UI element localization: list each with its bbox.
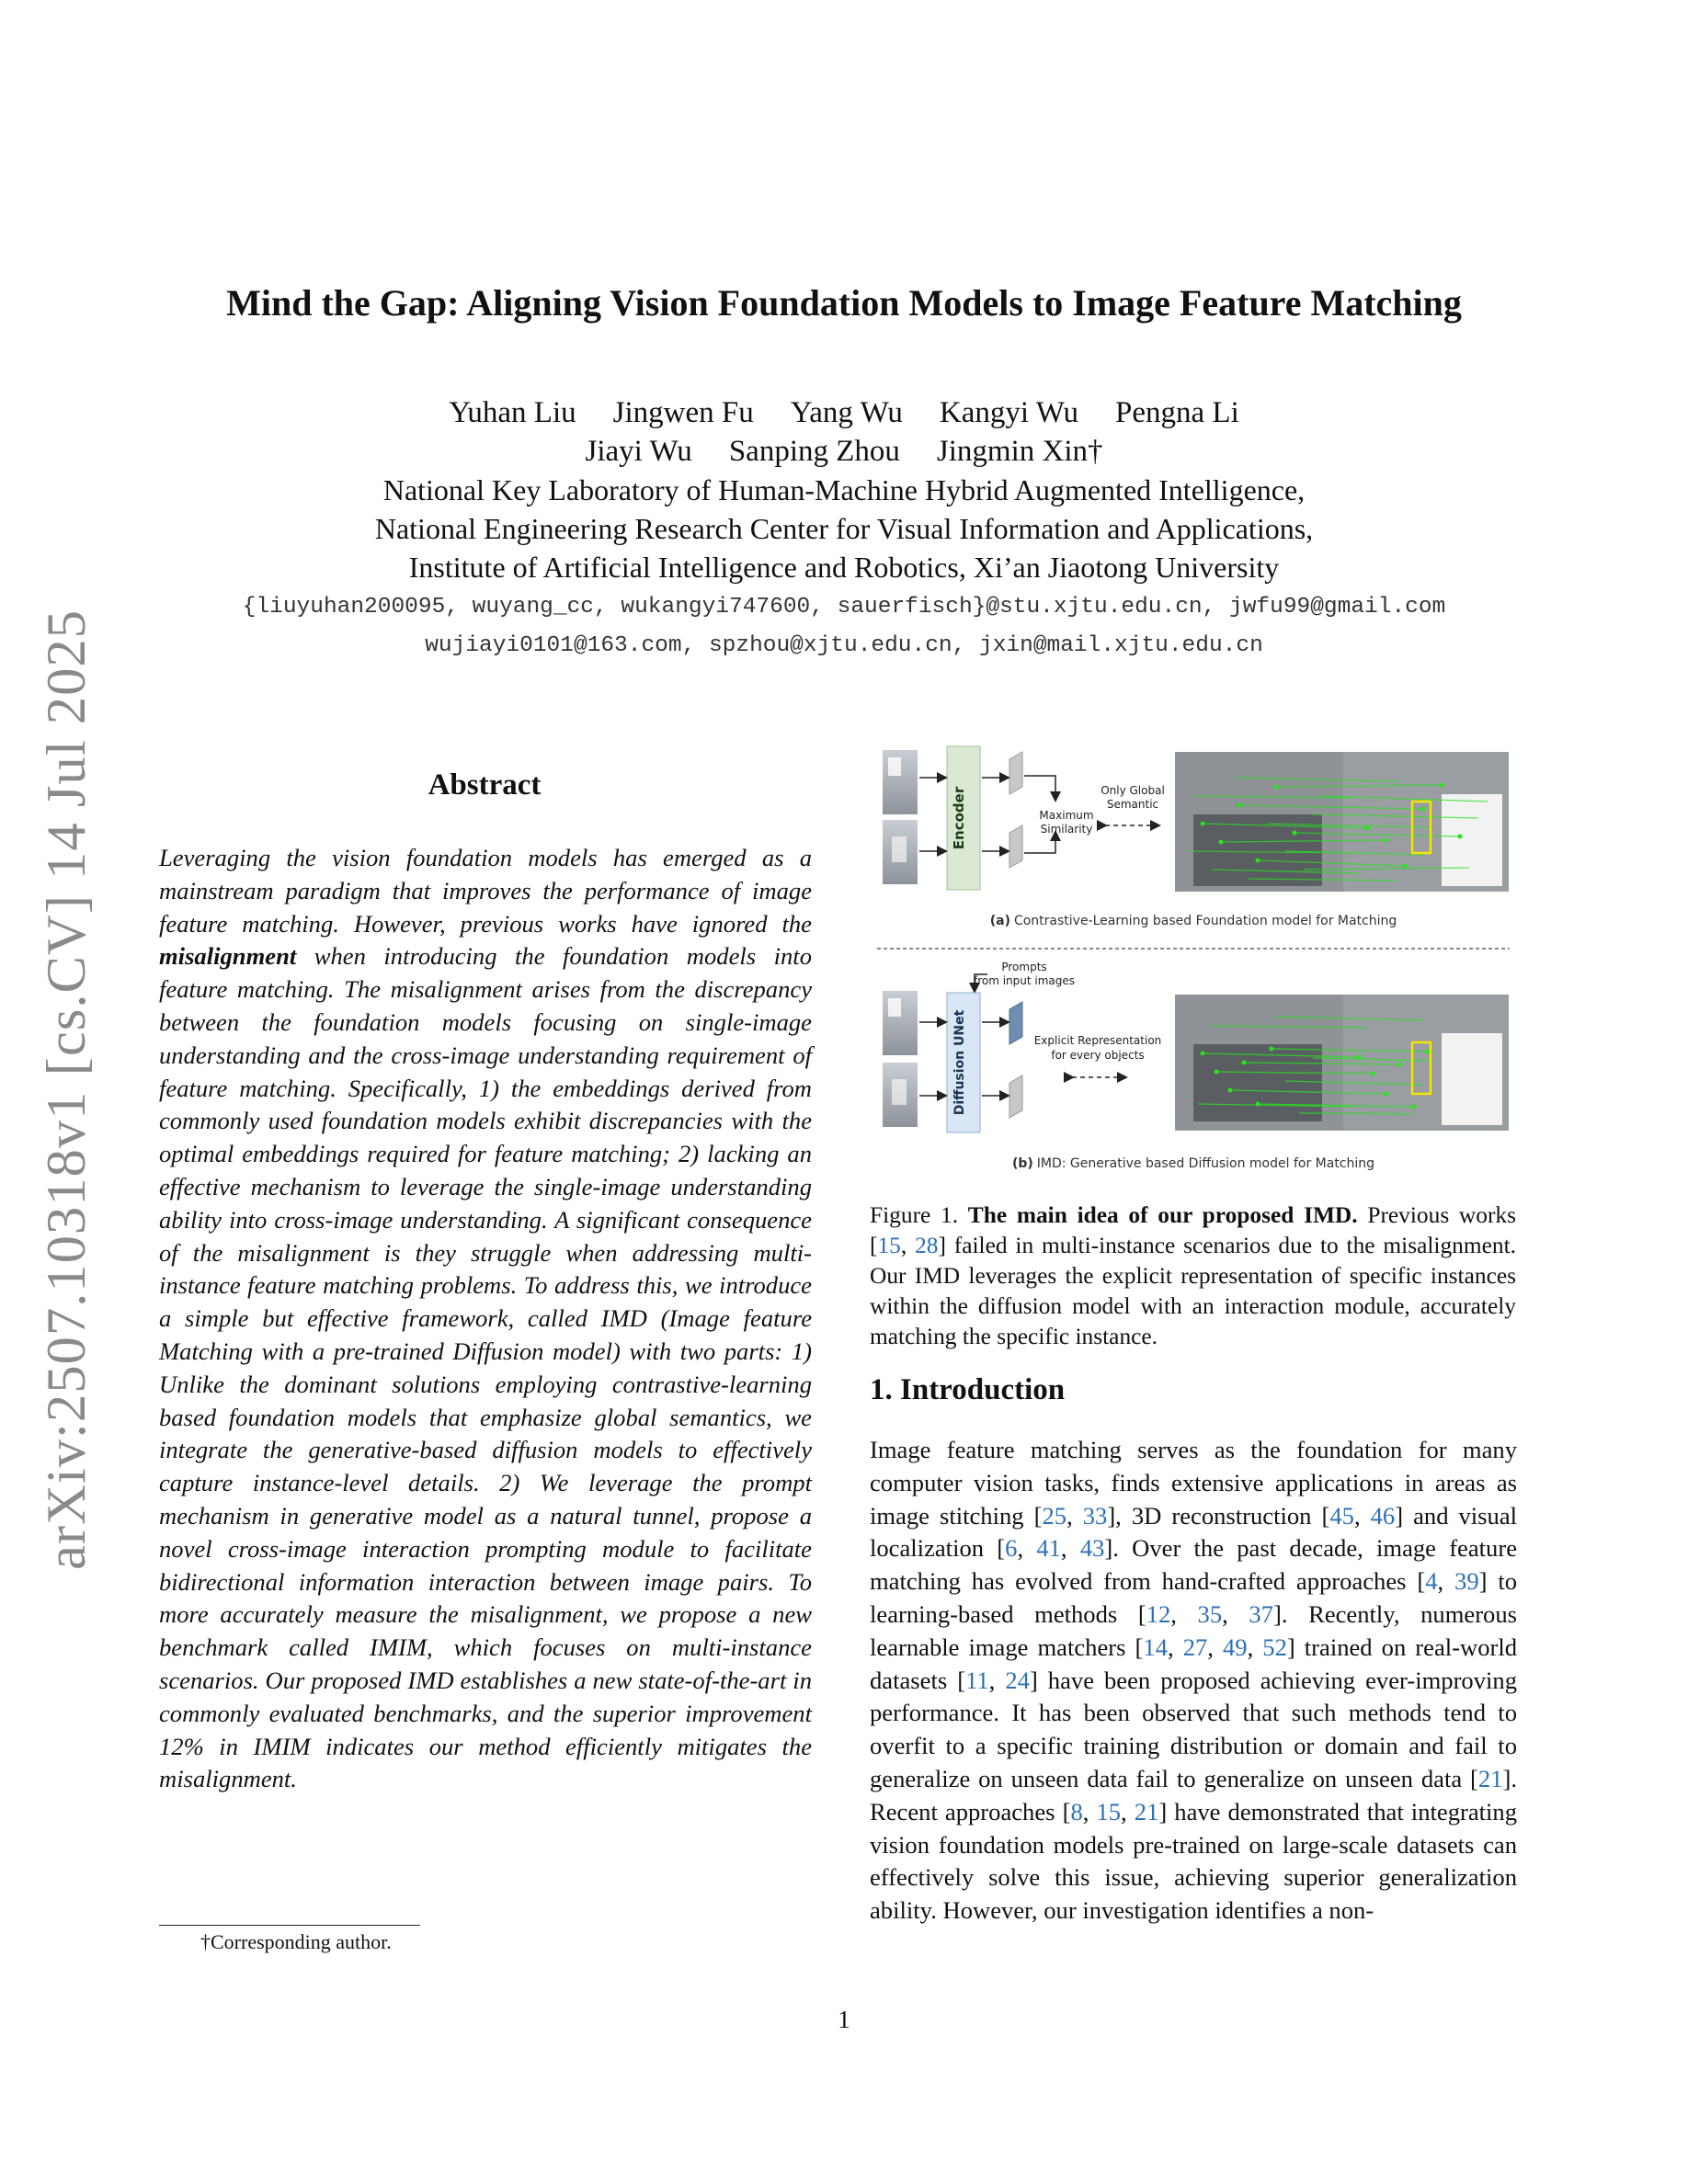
panel-b-caption-text: IMD: Generative based Diffusion model for Matching	[1036, 1156, 1375, 1171]
paper-title: Mind the Gap: Aligning Vision Foundation Models to Image Feature Matching	[226, 282, 1462, 324]
citation-link[interactable]: 27	[1182, 1632, 1208, 1661]
author-name: Pengna Li	[1115, 396, 1239, 429]
intro-text: ] have demonstrated that integrating vision foundation models pre-trained on large-scale datasets can effectively solve this issue, achieving superior generalization ability. However, our investigation identifies a non-	[870, 1797, 1518, 1925]
figure-1-diagram	[872, 741, 1515, 1189]
citation-link[interactable]: 15	[877, 1233, 901, 1258]
abstract-text-post: when introducing the foundation models into feature matching. The misalignment arises from the discrepancy between the foundation models focusing on single-image understanding and the cross-image understanding requirement of feature matching. Specifically, 1) the embeddings derived from commonly used foundation models exhibit discrepancies with the optimal embeddings required for feature matching; 2) lacking an effective mechanism to leverage the single-image understanding ability into cross-image understanding. A significant consequence of the misalignment is they struggle when addressing multi-instance feature matching problems. To address this, we introduce a simple but effective framework, called IMD (Image feature Matching with a pre-trained Diffusion model) with two parts: 1) Unlike the dominant solutions employing contrastive-learning based foundation models that emphasize global semantics, we integrate the generative-based diffusion models to effectively capture instance-level details. 2) We leverage the prompt mechanism in generative model as a natural tunnel, propose a novel cross-image interaction prompting module to facilitate bidirectional information interaction between image pairs. To more accurately measure the misalignment, we propose a new benchmark called IMIM, which focuses on multi-instance scenarios. Our proposed IMD establishes a new state-of-the-art in commonly evaluated benchmarks, and the superior improvement 12% in IMIM indicates our method efficiently mitigates the misalignment.	[159, 942, 812, 1793]
match-visualization-b	[1175, 995, 1509, 1131]
citation-link[interactable]: 21	[1134, 1797, 1159, 1826]
feature-map-a2	[1009, 825, 1022, 868]
citation-link[interactable]: 25	[1042, 1501, 1067, 1530]
similarity-label-2: Similarity	[1040, 823, 1093, 836]
figure-panel-a	[883, 746, 1509, 928]
feature-map-b2	[1009, 1075, 1022, 1118]
figure-panel-b	[883, 961, 1509, 1171]
intro-text: ,	[1060, 1534, 1080, 1563]
citation-link[interactable]: 52	[1262, 1632, 1287, 1661]
affiliation-1: National Key Laboratory of Human-Machine Hybrid Augmented Intelligence,	[382, 473, 1306, 506]
author-name: Yuhan Liu	[449, 396, 576, 429]
citation-link[interactable]: 45	[1329, 1501, 1354, 1530]
semantic-label-2: Semantic	[1106, 798, 1159, 811]
introduction-body	[870, 1434, 1517, 1928]
section-heading-introduction: 1. Introduction	[870, 1373, 1066, 1406]
affiliation-3: Institute of Artificial Intelligence and Robotics, Xi’an Jiaotong University	[408, 551, 1280, 584]
figure-caption-text: ,	[900, 1233, 916, 1258]
citation-link[interactable]: 24	[1005, 1666, 1030, 1694]
explicit-label-1: Explicit Representation	[1033, 1034, 1162, 1047]
figure-caption-bold: The main idea of our proposed IMD.	[967, 1202, 1358, 1228]
abstract-text-pre: Leveraging the vision foundation models has emerged as a mainstream paradigm that improves the performance of image feature matching. However, previous works have ignored the	[159, 844, 812, 938]
encoder-label: Encoder	[951, 786, 967, 850]
abstract-heading: Abstract	[428, 768, 542, 802]
panel-a-caption-letter: (a)	[989, 914, 1010, 928]
email-line-2: wujiayi0101@163.com, spzhou@xjtu.edu.cn, jxin@mail.xjtu.edu.cn	[425, 633, 1263, 658]
citation-link[interactable]: 12	[1146, 1599, 1171, 1628]
author-name: Jingwen Fu	[612, 396, 754, 429]
feature-map-b1	[1009, 1002, 1022, 1044]
author-name: Kangyi Wu	[939, 396, 1079, 429]
intro-text: ] have been proposed achieving ever-improving performance. It has been observed that such methods tend to overfit to a specific training distribution or domain and fail to generalize on unseen data fail to generalize on unseen data [	[870, 1666, 1518, 1792]
arxiv-stamp	[26, 607, 99, 1572]
author-name: Jiayi Wu	[585, 435, 692, 468]
abstract-body	[159, 842, 812, 1796]
footnote-divider	[159, 1925, 420, 1926]
panel-a-caption-text: Contrastive-Learning based Foundation model for Matching	[1013, 914, 1397, 928]
figure-caption-text: ] failed in multi-instance scenarios due to the misalignment. Our IMD leverages the explicit representation of specific instances within the diffusion model with an interaction module, accurately matching the specific instance.	[870, 1233, 1516, 1349]
panel-b-caption	[1012, 1156, 1374, 1171]
match-visualization-a	[1175, 752, 1509, 892]
feature-map-a1	[1009, 752, 1022, 794]
intro-text: ]. Over the past decade, image feature matching has evolved from hand-crafted approaches [	[870, 1534, 1518, 1596]
panel-b-caption-letter: (b)	[1011, 1156, 1033, 1171]
figure-caption	[870, 1200, 1516, 1352]
intro-text: ,	[1207, 1632, 1223, 1661]
citation-link[interactable]: 28	[915, 1233, 939, 1258]
explicit-label-2: for every objects	[1051, 1049, 1145, 1062]
authors-line-2	[0, 432, 1688, 471]
intro-text: Image feature matching serves as the foundation for many computer vision tasks, finds extensive applications in areas as image stitching [	[870, 1436, 1517, 1530]
intro-text: ,	[1167, 1632, 1183, 1661]
intro-text: ,	[1247, 1632, 1263, 1661]
intro-text: ,	[988, 1666, 1006, 1694]
prompts-label-1: Prompts	[1001, 961, 1047, 973]
citation-link[interactable]: 6	[1005, 1534, 1018, 1563]
citation-link[interactable]: 11	[965, 1666, 989, 1694]
intro-text: ,	[1066, 1501, 1083, 1530]
author-name: Yang Wu	[790, 396, 903, 429]
intro-text: ,	[1121, 1797, 1135, 1826]
citation-link[interactable]: 49	[1222, 1632, 1248, 1661]
similarity-label-1: Maximum	[1039, 809, 1094, 822]
intro-text: ,	[1082, 1797, 1097, 1826]
citation-link[interactable]: 43	[1079, 1534, 1105, 1563]
abstract-text-bold: misalignment	[159, 942, 297, 971]
footnote: †Corresponding author.	[200, 1930, 392, 1953]
page-number: 1	[838, 2006, 850, 2033]
citation-link[interactable]: 39	[1454, 1567, 1479, 1596]
citation-link[interactable]: 8	[1070, 1797, 1083, 1826]
intro-text: ]. Recently, numerous learnable image matchers [	[870, 1599, 1518, 1661]
prompts-label-2: from input images	[973, 974, 1076, 987]
citation-link[interactable]: 37	[1249, 1599, 1273, 1628]
citation-link[interactable]: 46	[1370, 1501, 1396, 1530]
diffusion-unet-label: Diffusion UNet	[952, 1009, 967, 1116]
citation-link[interactable]: 4	[1425, 1567, 1438, 1596]
intro-text: ,	[1170, 1599, 1198, 1628]
citation-link[interactable]: 33	[1082, 1501, 1108, 1530]
affiliation-2: National Engineering Research Center for Visual Information and Applications,	[374, 512, 1314, 545]
citation-link[interactable]: 21	[1477, 1764, 1503, 1792]
intro-text: ] trained on real-world datasets [	[870, 1632, 1518, 1694]
figure-1	[872, 741, 1515, 1189]
panel-a-caption	[990, 914, 1397, 928]
arxiv-stamp-text: arXiv:2507.10318v1 [cs.CV] 14 Jul 2025	[36, 619, 97, 1570]
intro-text: ] and visual localization [	[870, 1501, 1518, 1563]
citation-link[interactable]: 41	[1036, 1534, 1061, 1563]
intro-text: ] to learning-based methods [	[870, 1567, 1518, 1628]
intro-text: ], 3D reconstruction [	[1107, 1501, 1330, 1530]
semantic-label-1: Only Global	[1101, 784, 1165, 797]
figure-caption-text: Previous works [	[870, 1202, 1516, 1258]
intro-text: ,	[1353, 1501, 1371, 1530]
intro-text: ,	[1437, 1567, 1455, 1596]
intro-text: ,	[1017, 1534, 1037, 1563]
citation-link[interactable]: 14	[1143, 1632, 1168, 1661]
citation-link[interactable]: 35	[1197, 1599, 1223, 1628]
author-name: Sanping Zhou	[728, 435, 900, 468]
figure-caption-label: Figure 1.	[870, 1202, 959, 1228]
intro-text: ,	[1222, 1599, 1249, 1628]
intro-text: ]. Recent approaches [	[870, 1764, 1517, 1826]
authors-line-1	[0, 393, 1688, 432]
citation-link[interactable]: 15	[1096, 1797, 1122, 1826]
email-line-1: {liuyuhan200095, wuyang_cc, wukangyi747600, sauerfisch}@stu.xjtu.edu.cn, jwfu99@gmail.com	[242, 595, 1446, 620]
author-name: Jingmin Xin†	[936, 435, 1103, 468]
